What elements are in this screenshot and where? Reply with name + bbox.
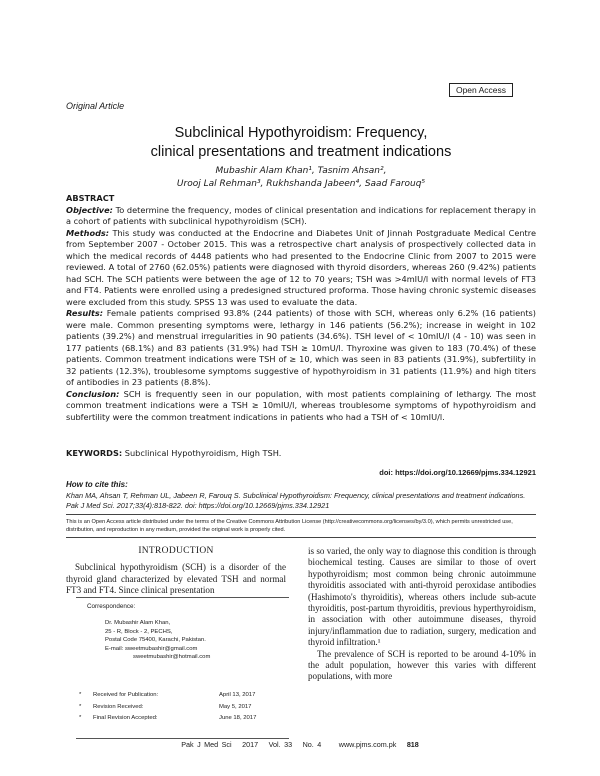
objective-label: Objective:	[66, 204, 113, 215]
corr-addr-line-1: 25 - R, Block - 2, PECHS,	[105, 628, 173, 635]
abstract-results	[66, 308, 536, 389]
conclusion-label: Conclusion:	[66, 388, 120, 399]
page-footer	[0, 740, 600, 749]
date-row-revision	[76, 704, 289, 716]
results-text: Female patients comprised 93.8% (244 patients) of those with SCH, whereas only 6.2% (16 patients) were male. Common presenting symptoms were, lethargy in 146 patients (56.2%); increase in weight in 102 patients (39.2%) and menstrual irregularities in 90 patients (34.6%). TSH level of < 10mIU/l (4 - 10) was seen in 177 patients (68.1%) and 83 patients (31.9%) had TSH ≥ 10mU/l. Thyroxine was given to 183 (70.4%) of these patients. Common treatment indications were TSH of ≥ 10, which was seen in 83 patients (31.9%), subfertility in 32 patients (12.3%), troublesome symptoms suggestive of hypothyroidism in 31 patients (11.9%) and high titers of antibodies in 23 patients (8.8%).	[66, 308, 536, 387]
article-type: Original Article	[66, 101, 125, 111]
date-value: June 18, 2017	[219, 715, 257, 722]
footer-year: 2017	[242, 740, 259, 749]
correspondence-address	[105, 619, 210, 662]
intro-left-column: Subclinical hypothyroidism (SCH) is a disorder of the thyroid gland characterized by elevated TSH and normal FT3 and FT4. Since clinical presentation	[66, 562, 286, 595]
title-line-1: Subclinical Hypothyroidism: Frequency,	[174, 125, 428, 141]
publication-dates	[76, 692, 289, 727]
bullet-icon: *	[79, 703, 82, 710]
corr-email-1[interactable]: E-mail: sweetmubashir@gmail.com	[105, 645, 198, 652]
date-value: April 13, 2017	[219, 692, 256, 698]
correspondence-heading: Correspondence:	[87, 603, 136, 610]
methods-text: This study was conducted at the Endocrine and Diabetes Unit of Jinnah Postgraduate Medical Centre from September 2007 - October 2015. This was a retrospective chart analysis of prospectively collected data in which the medical records of 4448 patients who had presented to the Endocrine Clinic from 2007 to 2015 were reviewed. A total of 2760 (62.05%) patients were diagnosed with thyroid disorders, whereas 260 (9.42%) patients had SCH. The SCH patients were between the age of 12 to 70 years; TSH was >4mIU/l with normal levels of FT3 and FT4. Patients were enrolled using a predesigned structured proforma. Those having chronic systemic diseases were excluded from this study. SPSS 13 was used to evaluate the data.	[66, 227, 536, 307]
footer-journal: Pak J Med Sci	[181, 740, 232, 749]
abstract-methods	[66, 228, 536, 309]
keywords-text: Subclinical Hypothyroidism, High TSH.	[122, 448, 282, 458]
intro-right-column	[308, 546, 536, 683]
corr-name: Dr. Mubashir Alam Khan,	[105, 620, 171, 626]
authors-line-2: Urooj Lal Rehman³, Rukhshanda Jabeen⁴, Saad Farouq⁵	[176, 179, 426, 189]
title-line-2: clinical presentations and treatment indications	[150, 144, 452, 160]
author-list	[66, 165, 536, 191]
divider-bottom	[66, 537, 536, 538]
open-access-badge: Open Access	[449, 83, 513, 97]
abstract-objective	[66, 205, 536, 228]
authors-line-1: Mubashir Alam Khan¹, Tasnim Ahsan²,	[215, 166, 387, 176]
corr-addr-line-2: Postal Code 75400, Karachi, Pakistan.	[105, 637, 206, 644]
doi-link[interactable]: doi: https://doi.org/10.12669/pjms.334.12921	[379, 468, 536, 477]
objective-text: To determine the frequency, modes of clinical presentation and indications for replacement therapy in a cohort of patients with subclinical hypothyroidism (SCH).	[66, 204, 536, 226]
citation-text: Khan MA, Ahsan T, Rehman UL, Jabeen R, Farouq S. Subclinical Hypothyroidism: Frequency, clinical presentations and treatment indications. Pak J Med Sci. 2017;33(4):818-822. doi: https://doi.org/10.12669/pjms.334.12921	[66, 491, 526, 510]
date-label: Received for Publication:	[93, 692, 159, 698]
abstract-conclusion	[66, 389, 536, 424]
cite-heading: How to cite this:	[66, 480, 128, 489]
date-row-received	[76, 692, 289, 704]
date-row-accepted	[76, 715, 289, 727]
corr-email-2[interactable]: sweetmubashir@hotmail.com	[133, 654, 211, 661]
paper-title	[66, 124, 536, 162]
abstract	[66, 193, 536, 423]
divider-top	[66, 514, 536, 515]
date-label: Final Revision Accepted:	[93, 715, 158, 722]
footer-website[interactable]: www.pjms.com.pk	[338, 740, 397, 749]
conclusion-text: SCH is frequently seen in our population, with most patients complaining of lethargy. The most common treatment indications were a TSH ≥ 10mIU/l, whereas troublesome symptoms of hypothyroidism and subfertility were the common treatment indications in patients who had a TSH of < 10mIU/l.	[66, 388, 536, 422]
footer-volume: Vol. 33	[268, 740, 293, 749]
date-label: Revision Received:	[93, 703, 144, 710]
intro-paragraph-1: is so varied, the only way to diagnose this condition is through biochemical testing. Causes are similar to those of overt hypothyroidism; most common being chronic autoimmune thyroiditis associated with anti-thyroid peroxidase antibodies (Hashimoto's thyroiditis), whereas others include sub-acute thyroiditis, post-partum thyroiditis, previous hyperthyroidism, in association with other autoimmune diseases, thyroid injury/inflammation due to radiation, surgery, medication and thyroid infiltration.¹	[308, 546, 536, 648]
license-notice: This is an Open Access article distributed under the terms of the Creative Commons Attribution License (http://creativecommons.org/licenses/by/3.0), which permits unrestricted use, distribution, and reproduction in any medium, provided the original work is properly cited.	[66, 519, 513, 533]
correspondence-box	[76, 597, 289, 739]
abstract-heading: ABSTRACT	[66, 193, 115, 203]
intro-paragraph-2: The prevalence of SCH is reported to be around 4-10% in the adult population, however this varies with different populations, with more	[308, 648, 536, 682]
keywords-label: KEYWORDS:	[66, 448, 123, 458]
footer-number: No. 4	[302, 740, 322, 749]
bullet-icon: *	[79, 715, 82, 722]
bullet-icon: *	[79, 692, 82, 698]
introduction-heading: INTRODUCTION	[138, 546, 214, 556]
footer-page-number: 818	[406, 740, 419, 749]
methods-label: Methods:	[66, 227, 110, 238]
results-label: Results:	[66, 308, 104, 318]
keywords	[66, 448, 281, 458]
date-value: May 5, 2017	[219, 703, 252, 710]
